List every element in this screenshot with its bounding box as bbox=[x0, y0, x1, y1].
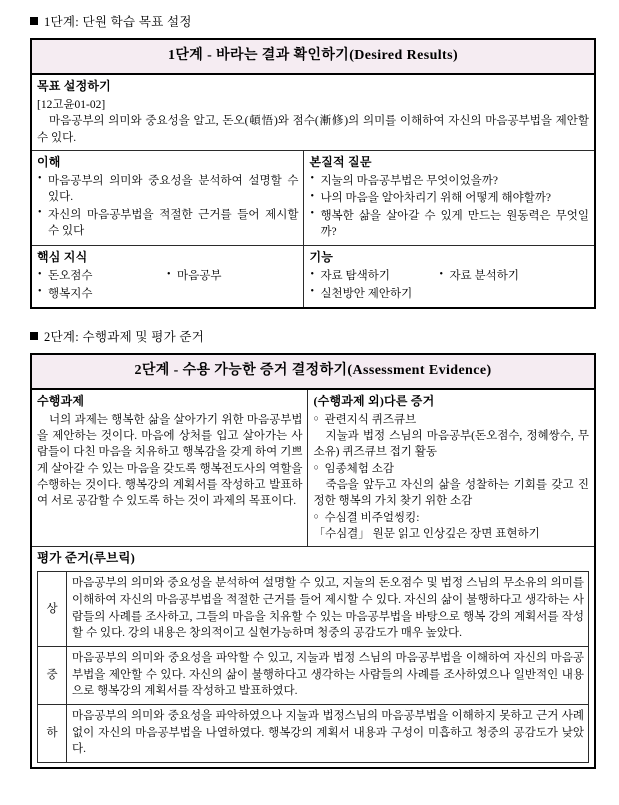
list-item: • 행복지수 bbox=[37, 286, 298, 302]
rubric-heading: 평가 준거(루브릭) bbox=[37, 551, 135, 566]
core-knowledge-heading: 핵심 지식 bbox=[37, 250, 88, 265]
other-evidence-list bbox=[313, 412, 589, 543]
filled-square-icon bbox=[30, 17, 38, 25]
core-knowledge-item-2-wrap bbox=[166, 268, 221, 284]
skills-list bbox=[309, 268, 589, 302]
stage2-table bbox=[30, 353, 596, 769]
stage2-evidence-row bbox=[31, 389, 595, 547]
stage1-goal-row bbox=[31, 74, 595, 151]
section-heading-stage1 bbox=[30, 10, 619, 32]
list-item: • 자신의 마음공부법을 적절한 근거를 들어 제시할 수 있다 bbox=[37, 207, 298, 240]
core-knowledge-list bbox=[37, 268, 298, 302]
bullet-icon: • bbox=[439, 268, 443, 280]
stage1-knowledge-skills-row bbox=[31, 246, 595, 308]
stage1-title: 1단계 - 바라는 결과 확인하기(Desired Results) bbox=[31, 39, 595, 74]
list-item: • 행복한 삶을 살아갈 수 있게 만드는 원동력은 무엇일까? bbox=[309, 208, 589, 241]
stage2-title-row bbox=[31, 354, 595, 389]
rubric-description: 마음공부의 의미와 중요성을 파악할 수 있고, 지눌과 법정 스님의 마음공부법을 이해하여 자신의 마음공부법을 제안할 수 있다. 자신의 삶이 불행하다고 생각하는 사람들의 사례를 조사하였으나 일반적인 내용으로 행복강의 계획서를 작성하고 발표하였다. bbox=[67, 646, 589, 704]
other-evidence-heading: (수행과제 외)다른 증거 bbox=[313, 393, 435, 408]
stage2-rubric-row bbox=[31, 547, 595, 768]
section-heading-stage2-label: 2단계: 수행과제 및 평가 준거 bbox=[44, 329, 205, 344]
rubric-cell bbox=[31, 547, 595, 768]
skills-item-2: 자료 분석하기 bbox=[449, 270, 519, 283]
spacer-between-stages bbox=[0, 309, 619, 325]
other-evidence-cell bbox=[308, 389, 595, 547]
list-item: • 마음공부의 의미와 중요성을 분석하여 설명할 수 있다. bbox=[37, 173, 298, 206]
list-item-detail: 「수심결」 원문 읽고 인상깊은 장면 표현하기 bbox=[313, 528, 540, 541]
understanding-cell bbox=[31, 150, 304, 245]
skills-heading: 기능 bbox=[309, 250, 334, 265]
stage2-title: 2단계 - 수용 가능한 증거 결정하기(Assessment Evidence) bbox=[31, 354, 595, 389]
skills-pair bbox=[320, 268, 589, 284]
section-heading-stage1-label: 1단계: 단원 학습 목표 설정 bbox=[44, 15, 192, 29]
performance-task-text: 너의 과제는 행복한 삶을 살아가기 위한 마음공부법을 제안하는 것이다. 마음에 상처를 입고 살아가는 사람들이 다친 마음을 치유하고 행복감을 갖게 하여 기쁘게 살아갈 수 있는 마음을 갖도록 행복전도사의 역할을 수행하는 것이다. 행복강의 계획서를 작성하고 발표하여 서로 공감할 수 있도록 하는 것이 과제의 목표이다. bbox=[37, 413, 303, 508]
section-heading-stage2 bbox=[30, 325, 619, 347]
stage1-title-row bbox=[31, 39, 595, 74]
stage1-understanding-row bbox=[31, 150, 595, 245]
goal-heading: 목표 설정하기 bbox=[37, 78, 111, 93]
rubric-description: 마음공부의 의미와 중요성을 분석하여 설명할 수 있고, 지눌의 돈오점수 및 법정 스님의 무소유의 의미를 이해하여 자신의 마음공부법을 적절한 근거를 들어 제시할 수 있다. 자신의 삶이 불행하다고 생각하는 사람들의 사례를 조사하고, 그들의 마음을 치유할 수 있는 마음공부법을 바탕으로 행복 강의 계획서를 작성할 수 있다. 강의 내용은 창의적이고 실현가능하며 청중의 공감도가 매우 높았다. bbox=[67, 572, 589, 647]
list-item: • 나의 마음을 알아차리기 위해 어떻게 해야할까? bbox=[309, 190, 589, 206]
top-spacer bbox=[0, 0, 619, 10]
understanding-heading: 이해 bbox=[37, 154, 61, 169]
list-item-detail: 죽음을 앞두고 자신의 삶을 성찰하는 기회를 갖고 진정한 행복의 가치 찾기 위한 소감 bbox=[313, 479, 589, 508]
list-item-lead: ○ 수심결 비주얼씽킹: bbox=[313, 510, 589, 526]
rubric-grade: 하 bbox=[38, 704, 67, 762]
list-item bbox=[309, 268, 589, 284]
table-row bbox=[38, 704, 589, 762]
list-item: • 실천방안 제안하기 bbox=[309, 286, 589, 302]
performance-task-cell bbox=[31, 389, 308, 547]
filled-square-icon bbox=[30, 332, 38, 340]
performance-task-heading: 수행과제 bbox=[37, 393, 85, 408]
list-item-detail: 지눌과 법정 스님의 마음공부(돈오점수, 정혜쌍수, 무소유) 퀴즈큐브 접기 활동 bbox=[313, 430, 589, 459]
rubric-grade: 상 bbox=[38, 572, 67, 647]
core-knowledge-pair bbox=[48, 268, 298, 284]
bullet-icon: • bbox=[167, 268, 171, 280]
core-knowledge-item-1: • 돈오점수 bbox=[48, 270, 93, 283]
understanding-list bbox=[37, 173, 298, 239]
rubric-description: 마음공부의 의미와 중요성을 파악하였으나 지눌과 법정스님의 마음공부법을 이해하지 못하고 근거 사례없이 자신의 마음공부법을 나열하였다. 행복강의 계획서 내용과 구성이 미흡하고 청중의 공감도가 낮았다. bbox=[67, 704, 589, 762]
stage1-table bbox=[30, 38, 596, 309]
essential-questions-cell bbox=[304, 150, 595, 245]
table-row bbox=[38, 646, 589, 704]
goal-text: 마음공부의 의미와 중요성을 알고, 돈오(頓悟)와 점수(漸修)의 의미를 이해하여 자신의 마음공부법을 제안할 수 있다. bbox=[37, 115, 589, 144]
core-knowledge-cell bbox=[31, 246, 304, 308]
list-item: • 지눌의 마음공부법은 무엇이었을까? bbox=[309, 173, 589, 189]
skills-item-1: • 자료 탐색하기 bbox=[320, 270, 390, 283]
core-knowledge-item-2: 마음공부 bbox=[177, 270, 222, 283]
list-item bbox=[37, 268, 298, 284]
essential-questions-list bbox=[309, 173, 589, 240]
list-item-lead: ○ 관련지식 퀴즈큐브 bbox=[313, 412, 589, 428]
stage1-goal-cell bbox=[31, 74, 595, 151]
skills-cell bbox=[304, 246, 595, 308]
list-item-lead: ○ 임종체험 소감 bbox=[313, 461, 589, 477]
skills-item-2-wrap bbox=[438, 268, 519, 284]
goal-code: [12고윤01-02] bbox=[37, 98, 106, 111]
rubric-grade: 중 bbox=[38, 646, 67, 704]
essential-questions-heading: 본질적 질문 bbox=[309, 154, 372, 169]
rubric-table bbox=[37, 571, 589, 763]
table-row bbox=[38, 572, 589, 647]
